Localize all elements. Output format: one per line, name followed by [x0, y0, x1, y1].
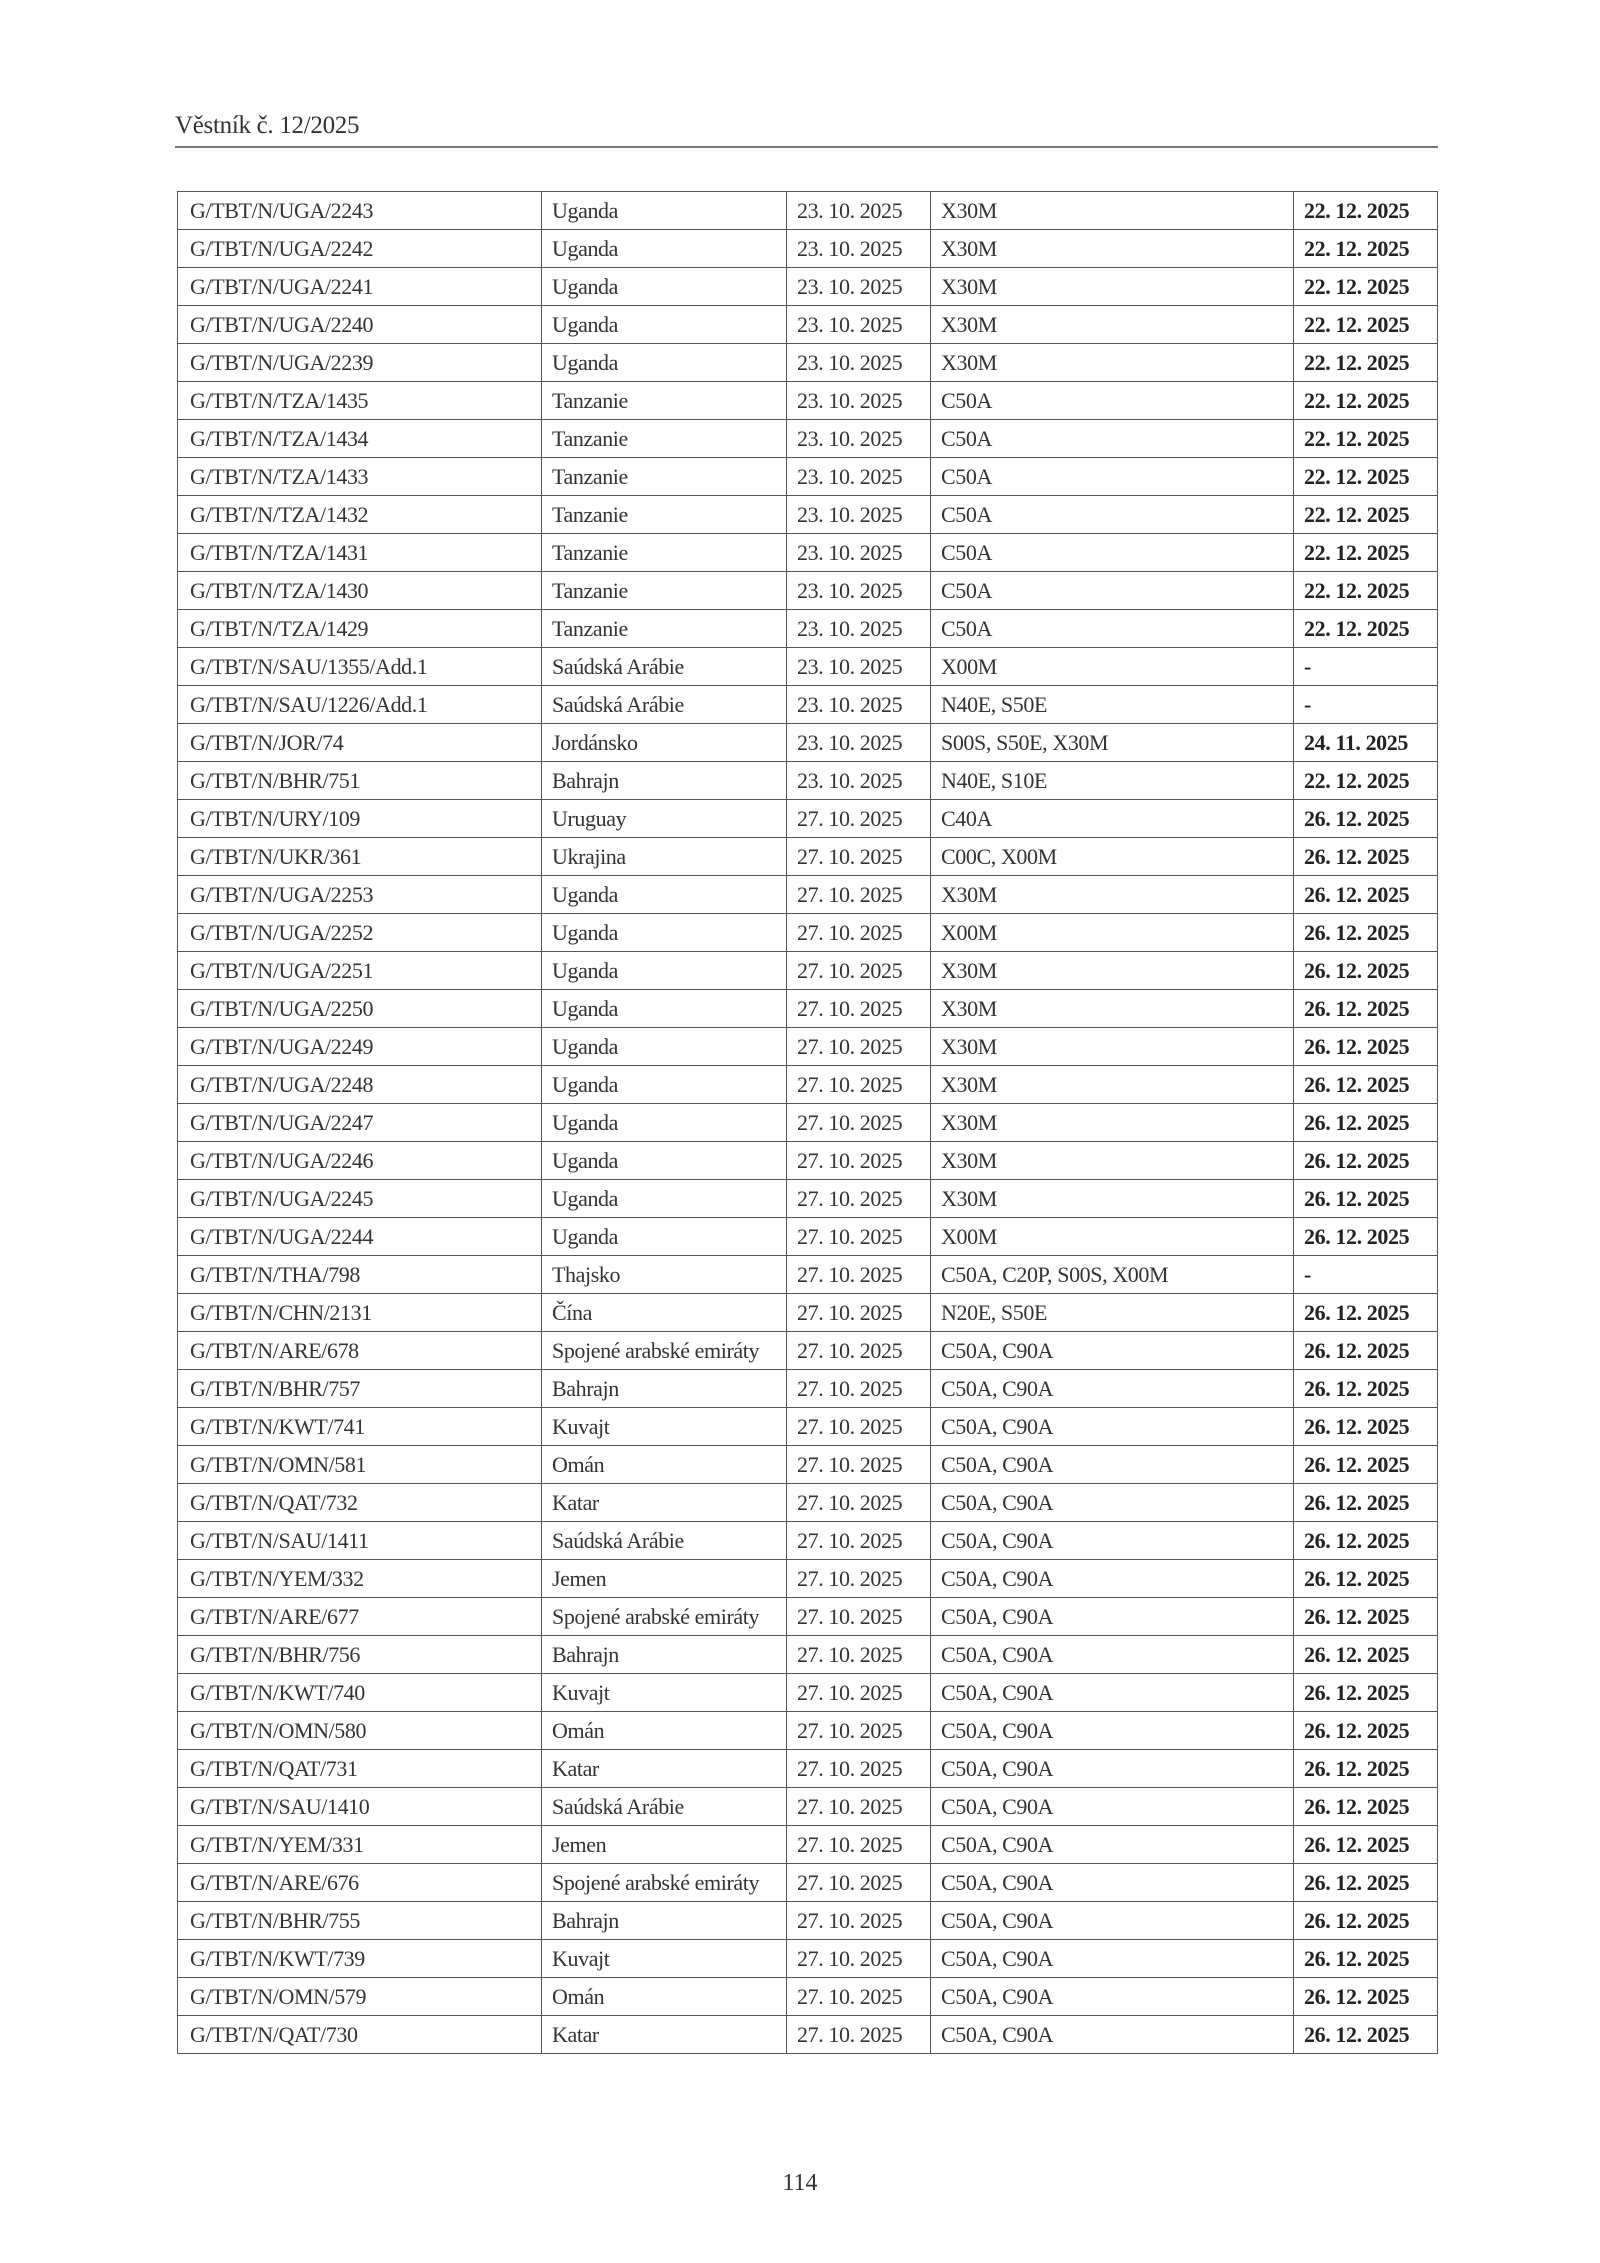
comment-deadline-cell: 26. 12. 2025 — [1294, 1066, 1438, 1104]
notification-id-cell: G/TBT/N/UGA/2248 — [178, 1066, 542, 1104]
notification-date-cell: 23. 10. 2025 — [787, 382, 931, 420]
notification-id-cell: G/TBT/N/BHR/751 — [178, 762, 542, 800]
notification-id-cell: G/TBT/N/UGA/2239 — [178, 344, 542, 382]
table-row — [178, 1636, 1438, 1674]
table-row — [178, 1104, 1438, 1142]
country-cell: Kuvajt — [542, 1940, 787, 1978]
table-row — [178, 1294, 1438, 1332]
notification-id-cell: G/TBT/N/UGA/2245 — [178, 1180, 542, 1218]
comment-deadline-cell: 26. 12. 2025 — [1294, 1560, 1438, 1598]
country-cell: Katar — [542, 2016, 787, 2054]
notification-id-cell: G/TBT/N/TZA/1430 — [178, 572, 542, 610]
notification-id-cell: G/TBT/N/QAT/731 — [178, 1750, 542, 1788]
table-row — [178, 724, 1438, 762]
table-row — [178, 1864, 1438, 1902]
ics-codes-cell: C50A, C90A — [931, 1902, 1294, 1940]
ics-codes-cell: C50A, C90A — [931, 1370, 1294, 1408]
country-cell: Tanzanie — [542, 572, 787, 610]
ics-codes-cell: X30M — [931, 1142, 1294, 1180]
notification-date-cell: 23. 10. 2025 — [787, 610, 931, 648]
notification-date-cell: 23. 10. 2025 — [787, 762, 931, 800]
comment-deadline-cell: 26. 12. 2025 — [1294, 800, 1438, 838]
comment-deadline-cell: 26. 12. 2025 — [1294, 1712, 1438, 1750]
notification-date-cell: 27. 10. 2025 — [787, 1104, 931, 1142]
notification-date-cell: 27. 10. 2025 — [787, 1180, 931, 1218]
notification-id-cell: G/TBT/N/URY/109 — [178, 800, 542, 838]
country-cell: Katar — [542, 1484, 787, 1522]
notification-id-cell: G/TBT/N/YEM/331 — [178, 1826, 542, 1864]
ics-codes-cell: C50A — [931, 572, 1294, 610]
ics-codes-cell: C50A, C90A — [931, 1712, 1294, 1750]
ics-codes-cell: C50A, C90A — [931, 1826, 1294, 1864]
ics-codes-cell: N40E, S10E — [931, 762, 1294, 800]
comment-deadline-cell: 22. 12. 2025 — [1294, 344, 1438, 382]
notification-date-cell: 27. 10. 2025 — [787, 990, 931, 1028]
notification-id-cell: G/TBT/N/YEM/332 — [178, 1560, 542, 1598]
ics-codes-cell: C50A, C90A — [931, 1864, 1294, 1902]
comment-deadline-cell: 22. 12. 2025 — [1294, 496, 1438, 534]
country-cell: Jordánsko — [542, 724, 787, 762]
comment-deadline-cell: 22. 12. 2025 — [1294, 420, 1438, 458]
ics-codes-cell: X30M — [931, 230, 1294, 268]
ics-codes-cell: X00M — [931, 648, 1294, 686]
notification-date-cell: 27. 10. 2025 — [787, 2016, 931, 2054]
country-cell: Thajsko — [542, 1256, 787, 1294]
comment-deadline-cell: 26. 12. 2025 — [1294, 1674, 1438, 1712]
country-cell: Uganda — [542, 914, 787, 952]
notification-id-cell: G/TBT/N/TZA/1434 — [178, 420, 542, 458]
notification-id-cell: G/TBT/N/UKR/361 — [178, 838, 542, 876]
table-row — [178, 914, 1438, 952]
notification-date-cell: 27. 10. 2025 — [787, 1522, 931, 1560]
country-cell: Kuvajt — [542, 1408, 787, 1446]
ics-codes-cell: C50A, C90A — [931, 1560, 1294, 1598]
table-row — [178, 2016, 1438, 2054]
table-row — [178, 1940, 1438, 1978]
country-cell: Saúdská Arábie — [542, 1788, 787, 1826]
notifications-table — [177, 191, 1438, 2054]
country-cell: Kuvajt — [542, 1674, 787, 1712]
ics-codes-cell: X30M — [931, 306, 1294, 344]
comment-deadline-cell: 26. 12. 2025 — [1294, 1978, 1438, 2016]
ics-codes-cell: C40A — [931, 800, 1294, 838]
table-row — [178, 1446, 1438, 1484]
table-row — [178, 1484, 1438, 1522]
table-row — [178, 648, 1438, 686]
notification-id-cell: G/TBT/N/SAU/1355/Add.1 — [178, 648, 542, 686]
country-cell: Ukrajina — [542, 838, 787, 876]
notification-date-cell: 27. 10. 2025 — [787, 1864, 931, 1902]
comment-deadline-cell: 22. 12. 2025 — [1294, 230, 1438, 268]
table-row — [178, 420, 1438, 458]
table-row — [178, 1826, 1438, 1864]
country-cell: Spojené arabské emiráty — [542, 1598, 787, 1636]
notification-date-cell: 23. 10. 2025 — [787, 686, 931, 724]
comment-deadline-cell: 24. 11. 2025 — [1294, 724, 1438, 762]
table-row — [178, 1750, 1438, 1788]
ics-codes-cell: C50A, C90A — [931, 1332, 1294, 1370]
country-cell: Uganda — [542, 1104, 787, 1142]
comment-deadline-cell: 26. 12. 2025 — [1294, 876, 1438, 914]
notification-date-cell: 23. 10. 2025 — [787, 192, 931, 230]
notification-id-cell: G/TBT/N/UGA/2251 — [178, 952, 542, 990]
notification-date-cell: 27. 10. 2025 — [787, 838, 931, 876]
notification-date-cell: 27. 10. 2025 — [787, 1218, 931, 1256]
table-row — [178, 1028, 1438, 1066]
country-cell: Omán — [542, 1712, 787, 1750]
ics-codes-cell: X30M — [931, 1028, 1294, 1066]
country-cell: Uganda — [542, 876, 787, 914]
notification-id-cell: G/TBT/N/OMN/579 — [178, 1978, 542, 2016]
country-cell: Omán — [542, 1446, 787, 1484]
country-cell: Jemen — [542, 1560, 787, 1598]
notification-id-cell: G/TBT/N/KWT/740 — [178, 1674, 542, 1712]
comment-deadline-cell: 26. 12. 2025 — [1294, 1028, 1438, 1066]
table-row — [178, 1902, 1438, 1940]
notification-date-cell: 27. 10. 2025 — [787, 1978, 931, 2016]
table-row — [178, 1560, 1438, 1598]
comment-deadline-cell: 26. 12. 2025 — [1294, 1750, 1438, 1788]
country-cell: Katar — [542, 1750, 787, 1788]
country-cell: Omán — [542, 1978, 787, 2016]
table-row — [178, 268, 1438, 306]
table-row — [178, 610, 1438, 648]
comment-deadline-cell: 26. 12. 2025 — [1294, 1408, 1438, 1446]
notification-date-cell: 23. 10. 2025 — [787, 344, 931, 382]
comment-deadline-cell: 22. 12. 2025 — [1294, 382, 1438, 420]
country-cell: Uganda — [542, 268, 787, 306]
country-cell: Saúdská Arábie — [542, 686, 787, 724]
notification-id-cell: G/TBT/N/UGA/2249 — [178, 1028, 542, 1066]
comment-deadline-cell: 26. 12. 2025 — [1294, 1864, 1438, 1902]
notification-id-cell: G/TBT/N/UGA/2244 — [178, 1218, 542, 1256]
comment-deadline-cell: 26. 12. 2025 — [1294, 1484, 1438, 1522]
comment-deadline-cell: - — [1294, 1256, 1438, 1294]
country-cell: Uganda — [542, 1142, 787, 1180]
notification-date-cell: 27. 10. 2025 — [787, 1256, 931, 1294]
notification-date-cell: 23. 10. 2025 — [787, 306, 931, 344]
comment-deadline-cell: 22. 12. 2025 — [1294, 306, 1438, 344]
notification-date-cell: 23. 10. 2025 — [787, 534, 931, 572]
notification-date-cell: 27. 10. 2025 — [787, 1636, 931, 1674]
ics-codes-cell: C50A — [931, 458, 1294, 496]
table-row — [178, 1674, 1438, 1712]
ics-codes-cell: C50A, C20P, S00S, X00M — [931, 1256, 1294, 1294]
country-cell: Čína — [542, 1294, 787, 1332]
notification-id-cell: G/TBT/N/SAU/1226/Add.1 — [178, 686, 542, 724]
notification-id-cell: G/TBT/N/ARE/677 — [178, 1598, 542, 1636]
country-cell: Uruguay — [542, 800, 787, 838]
notification-id-cell: G/TBT/N/QAT/732 — [178, 1484, 542, 1522]
notification-id-cell: G/TBT/N/BHR/755 — [178, 1902, 542, 1940]
ics-codes-cell: X30M — [931, 192, 1294, 230]
country-cell: Uganda — [542, 1218, 787, 1256]
notification-date-cell: 27. 10. 2025 — [787, 1408, 931, 1446]
notification-date-cell: 27. 10. 2025 — [787, 1446, 931, 1484]
comment-deadline-cell: 26. 12. 2025 — [1294, 1370, 1438, 1408]
ics-codes-cell: C50A, C90A — [931, 1674, 1294, 1712]
notification-date-cell: 23. 10. 2025 — [787, 268, 931, 306]
country-cell: Tanzanie — [542, 382, 787, 420]
table-row — [178, 1332, 1438, 1370]
comment-deadline-cell: 22. 12. 2025 — [1294, 762, 1438, 800]
notification-date-cell: 27. 10. 2025 — [787, 1560, 931, 1598]
country-cell: Bahrajn — [542, 762, 787, 800]
notification-id-cell: G/TBT/N/TZA/1429 — [178, 610, 542, 648]
notification-date-cell: 27. 10. 2025 — [787, 1788, 931, 1826]
comment-deadline-cell: - — [1294, 648, 1438, 686]
comment-deadline-cell: 26. 12. 2025 — [1294, 1826, 1438, 1864]
table-row — [178, 192, 1438, 230]
country-cell: Tanzanie — [542, 420, 787, 458]
notification-date-cell: 27. 10. 2025 — [787, 1370, 931, 1408]
notification-date-cell: 23. 10. 2025 — [787, 648, 931, 686]
comment-deadline-cell: 26. 12. 2025 — [1294, 1788, 1438, 1826]
table-row — [178, 1066, 1438, 1104]
table-row — [178, 838, 1438, 876]
notification-id-cell: G/TBT/N/KWT/741 — [178, 1408, 542, 1446]
ics-codes-cell: C50A, C90A — [931, 1788, 1294, 1826]
notification-id-cell: G/TBT/N/TZA/1435 — [178, 382, 542, 420]
notification-id-cell: G/TBT/N/UGA/2242 — [178, 230, 542, 268]
notification-date-cell: 27. 10. 2025 — [787, 1902, 931, 1940]
ics-codes-cell: X00M — [931, 1218, 1294, 1256]
ics-codes-cell: C50A, C90A — [931, 1408, 1294, 1446]
table-row — [178, 382, 1438, 420]
country-cell: Saúdská Arábie — [542, 1522, 787, 1560]
notification-date-cell: 27. 10. 2025 — [787, 1066, 931, 1104]
notification-id-cell: G/TBT/N/UGA/2241 — [178, 268, 542, 306]
comment-deadline-cell: 26. 12. 2025 — [1294, 1902, 1438, 1940]
notification-date-cell: 27. 10. 2025 — [787, 876, 931, 914]
ics-codes-cell: C50A — [931, 610, 1294, 648]
table-row — [178, 1408, 1438, 1446]
notification-date-cell: 27. 10. 2025 — [787, 914, 931, 952]
notification-id-cell: G/TBT/N/TZA/1431 — [178, 534, 542, 572]
table-row — [178, 1218, 1438, 1256]
country-cell: Tanzanie — [542, 610, 787, 648]
ics-codes-cell: X30M — [931, 952, 1294, 990]
ics-codes-cell: C50A — [931, 382, 1294, 420]
ics-codes-cell: C50A, C90A — [931, 1750, 1294, 1788]
country-cell: Uganda — [542, 952, 787, 990]
table-row — [178, 1370, 1438, 1408]
notification-id-cell: G/TBT/N/ARE/676 — [178, 1864, 542, 1902]
notification-id-cell: G/TBT/N/UGA/2250 — [178, 990, 542, 1028]
notification-id-cell: G/TBT/N/THA/798 — [178, 1256, 542, 1294]
comment-deadline-cell: 26. 12. 2025 — [1294, 1142, 1438, 1180]
ics-codes-cell: X30M — [931, 1180, 1294, 1218]
notification-date-cell: 27. 10. 2025 — [787, 1294, 931, 1332]
comment-deadline-cell: 26. 12. 2025 — [1294, 838, 1438, 876]
notification-date-cell: 27. 10. 2025 — [787, 1332, 931, 1370]
ics-codes-cell: C50A, C90A — [931, 1636, 1294, 1674]
notification-id-cell: G/TBT/N/UGA/2240 — [178, 306, 542, 344]
table-row — [178, 952, 1438, 990]
notification-date-cell: 23. 10. 2025 — [787, 420, 931, 458]
comment-deadline-cell: - — [1294, 686, 1438, 724]
comment-deadline-cell: 26. 12. 2025 — [1294, 2016, 1438, 2054]
country-cell: Bahrajn — [542, 1902, 787, 1940]
table-row — [178, 1788, 1438, 1826]
comment-deadline-cell: 22. 12. 2025 — [1294, 610, 1438, 648]
country-cell: Spojené arabské emiráty — [542, 1864, 787, 1902]
notification-id-cell: G/TBT/N/ARE/678 — [178, 1332, 542, 1370]
ics-codes-cell: C50A, C90A — [931, 1940, 1294, 1978]
ics-codes-cell: C50A, C90A — [931, 2016, 1294, 2054]
country-cell: Tanzanie — [542, 534, 787, 572]
ics-codes-cell: N40E, S50E — [931, 686, 1294, 724]
notification-id-cell: G/TBT/N/BHR/757 — [178, 1370, 542, 1408]
comment-deadline-cell: 26. 12. 2025 — [1294, 914, 1438, 952]
notification-id-cell: G/TBT/N/TZA/1433 — [178, 458, 542, 496]
notification-id-cell: G/TBT/N/OMN/581 — [178, 1446, 542, 1484]
ics-codes-cell: N20E, S50E — [931, 1294, 1294, 1332]
table-row — [178, 1978, 1438, 2016]
table-row — [178, 686, 1438, 724]
ics-codes-cell: C50A — [931, 534, 1294, 572]
ics-codes-cell: X30M — [931, 1066, 1294, 1104]
notification-id-cell: G/TBT/N/BHR/756 — [178, 1636, 542, 1674]
ics-codes-cell: X30M — [931, 990, 1294, 1028]
comment-deadline-cell: 26. 12. 2025 — [1294, 1104, 1438, 1142]
country-cell: Uganda — [542, 192, 787, 230]
notification-date-cell: 27. 10. 2025 — [787, 1826, 931, 1864]
comment-deadline-cell: 26. 12. 2025 — [1294, 1636, 1438, 1674]
comment-deadline-cell: 22. 12. 2025 — [1294, 534, 1438, 572]
notification-date-cell: 27. 10. 2025 — [787, 1712, 931, 1750]
comment-deadline-cell: 26. 12. 2025 — [1294, 1294, 1438, 1332]
table-row — [178, 306, 1438, 344]
notification-date-cell: 23. 10. 2025 — [787, 724, 931, 762]
table-row — [178, 876, 1438, 914]
notification-date-cell: 27. 10. 2025 — [787, 1598, 931, 1636]
notification-id-cell: G/TBT/N/KWT/739 — [178, 1940, 542, 1978]
comment-deadline-cell: 26. 12. 2025 — [1294, 952, 1438, 990]
notification-id-cell: G/TBT/N/UGA/2252 — [178, 914, 542, 952]
table-row — [178, 1256, 1438, 1294]
table-row — [178, 1522, 1438, 1560]
ics-codes-cell: C50A — [931, 496, 1294, 534]
notification-id-cell: G/TBT/N/UGA/2247 — [178, 1104, 542, 1142]
ics-codes-cell: C50A, C90A — [931, 1598, 1294, 1636]
notification-date-cell: 27. 10. 2025 — [787, 1940, 931, 1978]
notification-date-cell: 27. 10. 2025 — [787, 1028, 931, 1066]
comment-deadline-cell: 26. 12. 2025 — [1294, 1332, 1438, 1370]
header-divider — [175, 146, 1438, 148]
ics-codes-cell: C00C, X00M — [931, 838, 1294, 876]
notification-id-cell: G/TBT/N/UGA/2243 — [178, 192, 542, 230]
comment-deadline-cell: 26. 12. 2025 — [1294, 1522, 1438, 1560]
table-row — [178, 496, 1438, 534]
ics-codes-cell: C50A, C90A — [931, 1446, 1294, 1484]
notification-id-cell: G/TBT/N/UGA/2246 — [178, 1142, 542, 1180]
ics-codes-cell: C50A, C90A — [931, 1978, 1294, 2016]
country-cell: Uganda — [542, 1066, 787, 1104]
country-cell: Uganda — [542, 230, 787, 268]
ics-codes-cell: S00S, S50E, X30M — [931, 724, 1294, 762]
notification-date-cell: 23. 10. 2025 — [787, 496, 931, 534]
notification-id-cell: G/TBT/N/CHN/2131 — [178, 1294, 542, 1332]
notification-date-cell: 27. 10. 2025 — [787, 1484, 931, 1522]
table-row — [178, 800, 1438, 838]
comment-deadline-cell: 26. 12. 2025 — [1294, 1180, 1438, 1218]
notification-id-cell: G/TBT/N/SAU/1410 — [178, 1788, 542, 1826]
table-row — [178, 458, 1438, 496]
notification-id-cell: G/TBT/N/TZA/1432 — [178, 496, 542, 534]
table-row — [178, 1180, 1438, 1218]
page-header-title: Věstník č. 12/2025 — [175, 112, 360, 139]
notification-date-cell: 23. 10. 2025 — [787, 230, 931, 268]
comment-deadline-cell: 26. 12. 2025 — [1294, 1598, 1438, 1636]
notification-id-cell: G/TBT/N/QAT/730 — [178, 2016, 542, 2054]
notification-date-cell: 27. 10. 2025 — [787, 1142, 931, 1180]
table-row — [178, 534, 1438, 572]
page-number: 114 — [782, 2170, 818, 2196]
ics-codes-cell: C50A — [931, 420, 1294, 458]
country-cell: Tanzanie — [542, 496, 787, 534]
country-cell: Bahrajn — [542, 1636, 787, 1674]
notification-date-cell: 27. 10. 2025 — [787, 800, 931, 838]
notification-date-cell: 27. 10. 2025 — [787, 1750, 931, 1788]
notification-id-cell: G/TBT/N/JOR/74 — [178, 724, 542, 762]
ics-codes-cell: X30M — [931, 344, 1294, 382]
table-row — [178, 762, 1438, 800]
ics-codes-cell: X30M — [931, 876, 1294, 914]
notification-id-cell: G/TBT/N/UGA/2253 — [178, 876, 542, 914]
notification-date-cell: 23. 10. 2025 — [787, 458, 931, 496]
country-cell: Bahrajn — [542, 1370, 787, 1408]
notification-date-cell: 27. 10. 2025 — [787, 1674, 931, 1712]
table-row — [178, 230, 1438, 268]
table-row — [178, 344, 1438, 382]
notification-date-cell: 27. 10. 2025 — [787, 952, 931, 990]
ics-codes-cell: C50A, C90A — [931, 1484, 1294, 1522]
country-cell: Saúdská Arábie — [542, 648, 787, 686]
comment-deadline-cell: 22. 12. 2025 — [1294, 192, 1438, 230]
notification-id-cell: G/TBT/N/SAU/1411 — [178, 1522, 542, 1560]
comment-deadline-cell: 22. 12. 2025 — [1294, 268, 1438, 306]
notification-date-cell: 23. 10. 2025 — [787, 572, 931, 610]
ics-codes-cell: X30M — [931, 1104, 1294, 1142]
country-cell: Uganda — [542, 990, 787, 1028]
ics-codes-cell: C50A, C90A — [931, 1522, 1294, 1560]
country-cell: Jemen — [542, 1826, 787, 1864]
country-cell: Spojené arabské emiráty — [542, 1332, 787, 1370]
country-cell: Uganda — [542, 1028, 787, 1066]
comment-deadline-cell: 22. 12. 2025 — [1294, 572, 1438, 610]
ics-codes-cell: X30M — [931, 268, 1294, 306]
ics-codes-cell: X00M — [931, 914, 1294, 952]
table-row — [178, 1712, 1438, 1750]
table-row — [178, 1598, 1438, 1636]
comment-deadline-cell: 26. 12. 2025 — [1294, 1218, 1438, 1256]
comment-deadline-cell: 26. 12. 2025 — [1294, 990, 1438, 1028]
country-cell: Tanzanie — [542, 458, 787, 496]
table-row — [178, 990, 1438, 1028]
country-cell: Uganda — [542, 344, 787, 382]
notification-id-cell: G/TBT/N/OMN/580 — [178, 1712, 542, 1750]
table-row — [178, 572, 1438, 610]
table-row — [178, 1142, 1438, 1180]
comment-deadline-cell: 26. 12. 2025 — [1294, 1446, 1438, 1484]
country-cell: Uganda — [542, 306, 787, 344]
country-cell: Uganda — [542, 1180, 787, 1218]
comment-deadline-cell: 22. 12. 2025 — [1294, 458, 1438, 496]
comment-deadline-cell: 26. 12. 2025 — [1294, 1940, 1438, 1978]
